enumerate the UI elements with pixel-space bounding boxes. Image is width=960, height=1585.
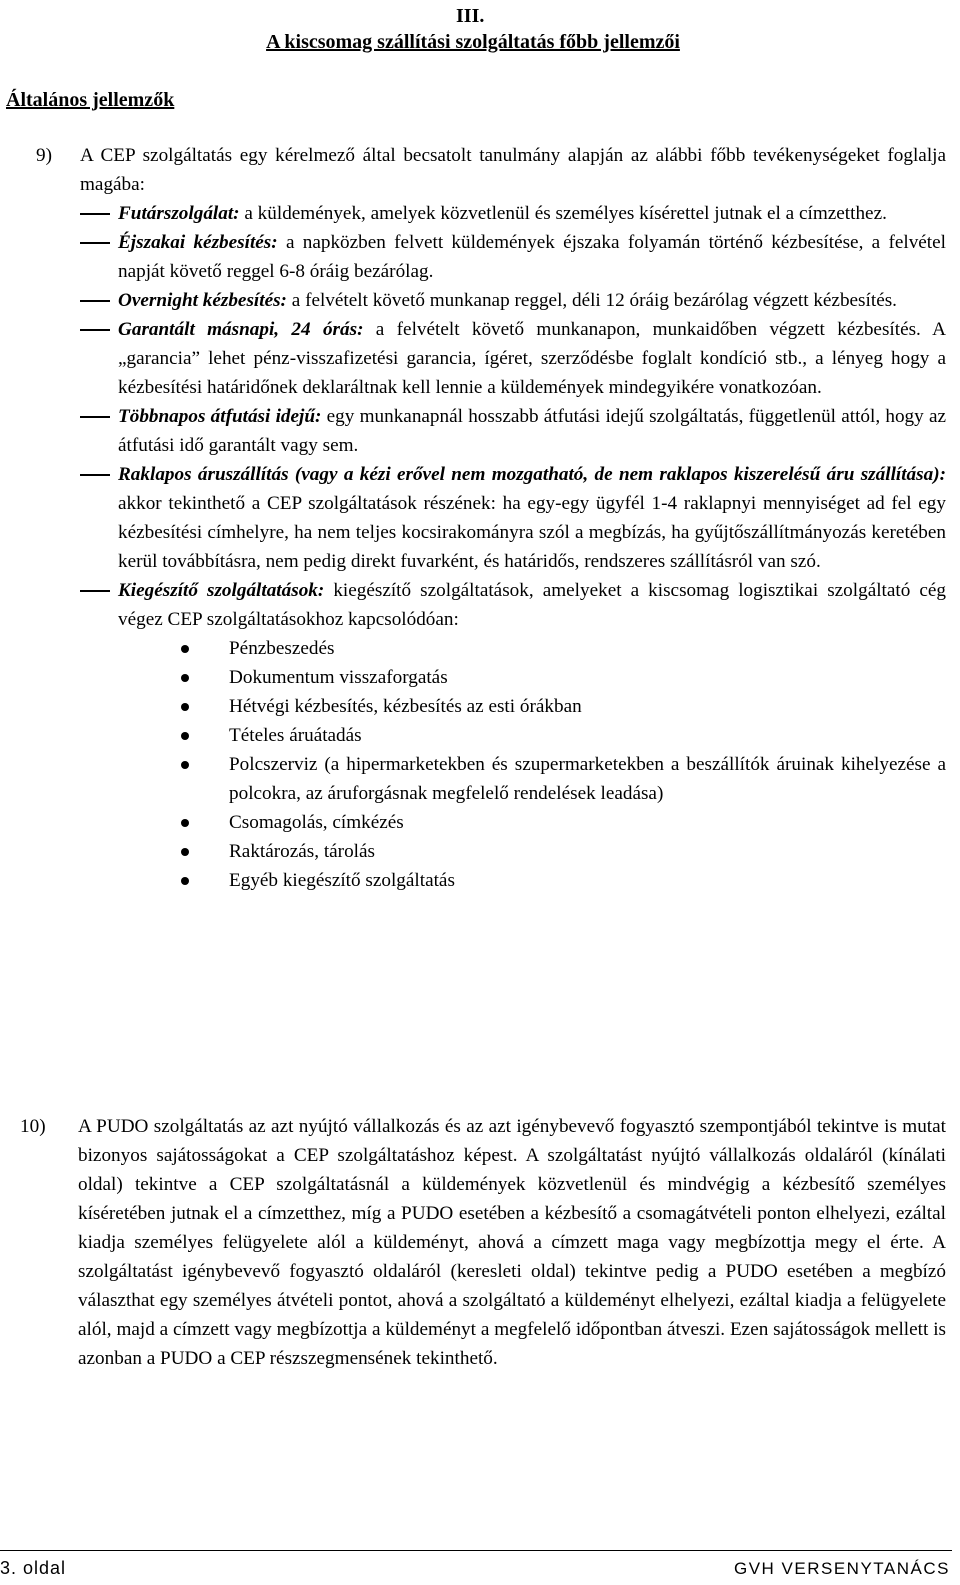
list-item-text: Dokumentum visszaforgatás	[229, 667, 448, 688]
dash-item-ejszakai	[0, 228, 946, 286]
list-item-text: Raktározás, tárolás	[229, 841, 375, 862]
bullet-icon	[181, 761, 189, 769]
dash-item-label: Futárszolgálat:	[118, 203, 240, 224]
dash-item-label: Garantált másnapi, 24 órás:	[118, 319, 364, 340]
list-item	[229, 808, 946, 837]
list-item-text: Hétvégi kézbesítés, kézbesítés az esti órákban	[229, 696, 582, 717]
dash-item-text: egy munkanapnál hosszabb átfutási idejű szolgáltatás, függetlenül attól, hogy az átfutási idő garantált vagy sem.	[118, 406, 946, 456]
list-item	[229, 692, 946, 721]
dash-item-text: a felvételt követő munkanap reggel, déli 12 óráig bezárólag végzett kézbesítés.	[286, 290, 897, 311]
dash-item-tobbnapos	[0, 402, 946, 460]
footer-divider	[0, 1550, 952, 1551]
list-item	[229, 750, 946, 808]
dash-item-futarszolgalat	[0, 199, 946, 228]
list-item	[229, 663, 946, 692]
bullet-icon	[181, 703, 189, 711]
dash-item-label: Raklapos áruszállítás (vagy a kézi erővel nem mozgatható, de nem raklapos kiszerelésű áru szállítása):	[118, 464, 946, 485]
footer-organization: GVH VERSENYTANÁCS	[733, 1559, 950, 1578]
bullet-icon	[181, 848, 189, 856]
dash-item-raklapos	[0, 460, 946, 576]
paragraph-number: 10)	[20, 1116, 46, 1137]
bullet-icon	[181, 645, 189, 653]
list-item-text: Tételes áruátadás	[229, 725, 362, 746]
dash-item-text: a felvételt követő munkanapon, munkaidőben végzett kézbesítés. A „garancia” lehet pénz-visszafizetési garancia, ígéret, szerződésbe foglalt kondíció stb., a lényeg hogy a kézbesítési határidőnek deklaráltnak kell lennie a küldemények mindegyikére vonatkozóan.	[118, 319, 946, 398]
dash-item-text: akkor tekinthető a CEP szolgáltatások részének: ha egy-egy ügyfél 1-4 raklapnyi mennyiséget ad fel egy kézbesítési címhelyre, ha nem teljes kocsirakományra szól a megbízás, ha gyűjtőszállítmányozás keretében kerül továbbításra, nem pedig direkt fuvarként, és határidős, rendszeres szállításról van szó.	[118, 493, 946, 572]
dash-item-text: a napközben felvett küldemények éjszaka folyamán történő kézbesítése, a felvétel napját követő reggel 6-8 óráig bezárólag.	[118, 232, 946, 282]
paragraph-9	[36, 141, 946, 895]
list-item	[229, 837, 946, 866]
page-number: 3. oldal	[0, 1558, 67, 1578]
paragraph-9-intro: A CEP szolgáltatás egy kérelmező által becsatolt tanulmány alapján az alábbi főbb tevékenységeket foglalja magába:	[80, 145, 946, 195]
dash-item-label: Éjszakai kézbesítés:	[118, 232, 278, 253]
list-item	[229, 721, 946, 750]
dash-item-label: Többnapos átfutási idejű:	[118, 406, 322, 427]
paragraph-10	[20, 1112, 946, 1373]
dash-item-kiegeszito	[0, 576, 946, 634]
list-item-text: Csomagolás, címkézés	[229, 812, 404, 833]
bullet-icon	[181, 819, 189, 827]
list-item	[229, 634, 946, 663]
dash-item-text: a küldemények, amelyek közvetlenül és személyes kísérettel jutnak el a címzetthez.	[239, 203, 887, 224]
list-item-text: Polcszerviz (a hipermarketekben és szupermarketekben a beszállítók áruinak kihelyezése a polcokra, az áruforgásnak megfelelő rendelések leadása)	[229, 754, 946, 804]
bullet-list	[0, 634, 946, 895]
list-item	[229, 866, 946, 895]
chapter-number: III.	[456, 5, 485, 27]
list-item-text: Pénzbeszedés	[229, 638, 335, 659]
bullet-icon	[181, 674, 189, 682]
dash-item-garantalt	[0, 315, 946, 402]
paragraph-number: 9)	[36, 145, 52, 166]
dash-item-overnight	[0, 286, 946, 315]
bullet-icon	[181, 877, 189, 885]
bullet-icon	[181, 732, 189, 740]
dash-item-label: Overnight kézbesítés:	[118, 290, 287, 311]
dash-item-label: Kiegészítő szolgáltatások:	[118, 580, 325, 601]
page-title: A kiscsomag szállítási szolgáltatás főbb jellemzői	[266, 31, 680, 53]
dash-item-text: kiegészítő szolgáltatások, amelyeket a kiscsomag logisztikai szolgáltató cég végez CEP szolgáltatásokhoz kapcsolódóan:	[118, 580, 946, 630]
list-item-text: Egyéb kiegészítő szolgáltatás	[229, 870, 455, 891]
section-heading: Általános jellemzők	[6, 89, 175, 111]
paragraph-10-text: A PUDO szolgáltatás az azt nyújtó vállalkozás és az azt igénybevevő fogyasztó szempontjából tekintve is mutat bizonyos sajátosságokat a CEP szolgáltatáshoz képest. A szolgáltatást nyújtó vállalkozás oldaláról (kínálati oldal) tekintve a CEP szolgáltatásnál a küldemények közvetlenül és mindvégig a kézbesítő személyes kíséretében jutnak el a címzetthez, míg a PUDO esetében a kézbesítő a csomagátvételi ponton elhelyezi, ezáltal kiadja személyes felügyelete alól a küldeményt, ahová a címzett maga vagy megbízottja megy el érte. A szolgáltatást igénybevevő fogyasztó oldaláról (keresleti oldal) tekintve pedig a PUDO esetében a megbízó választhat egy személyes átvételi pontot, ahová a szolgáltató a küldeményt elhelyezi, ezáltal kiadja a felügyelete alól, majd a címzett vagy megbízottja a küldeményt a megfelelő időpontban átveszi. Ezen sajátosságok mellett is azonban a PUDO a CEP részszegmensének tekinthető.	[78, 1116, 946, 1369]
